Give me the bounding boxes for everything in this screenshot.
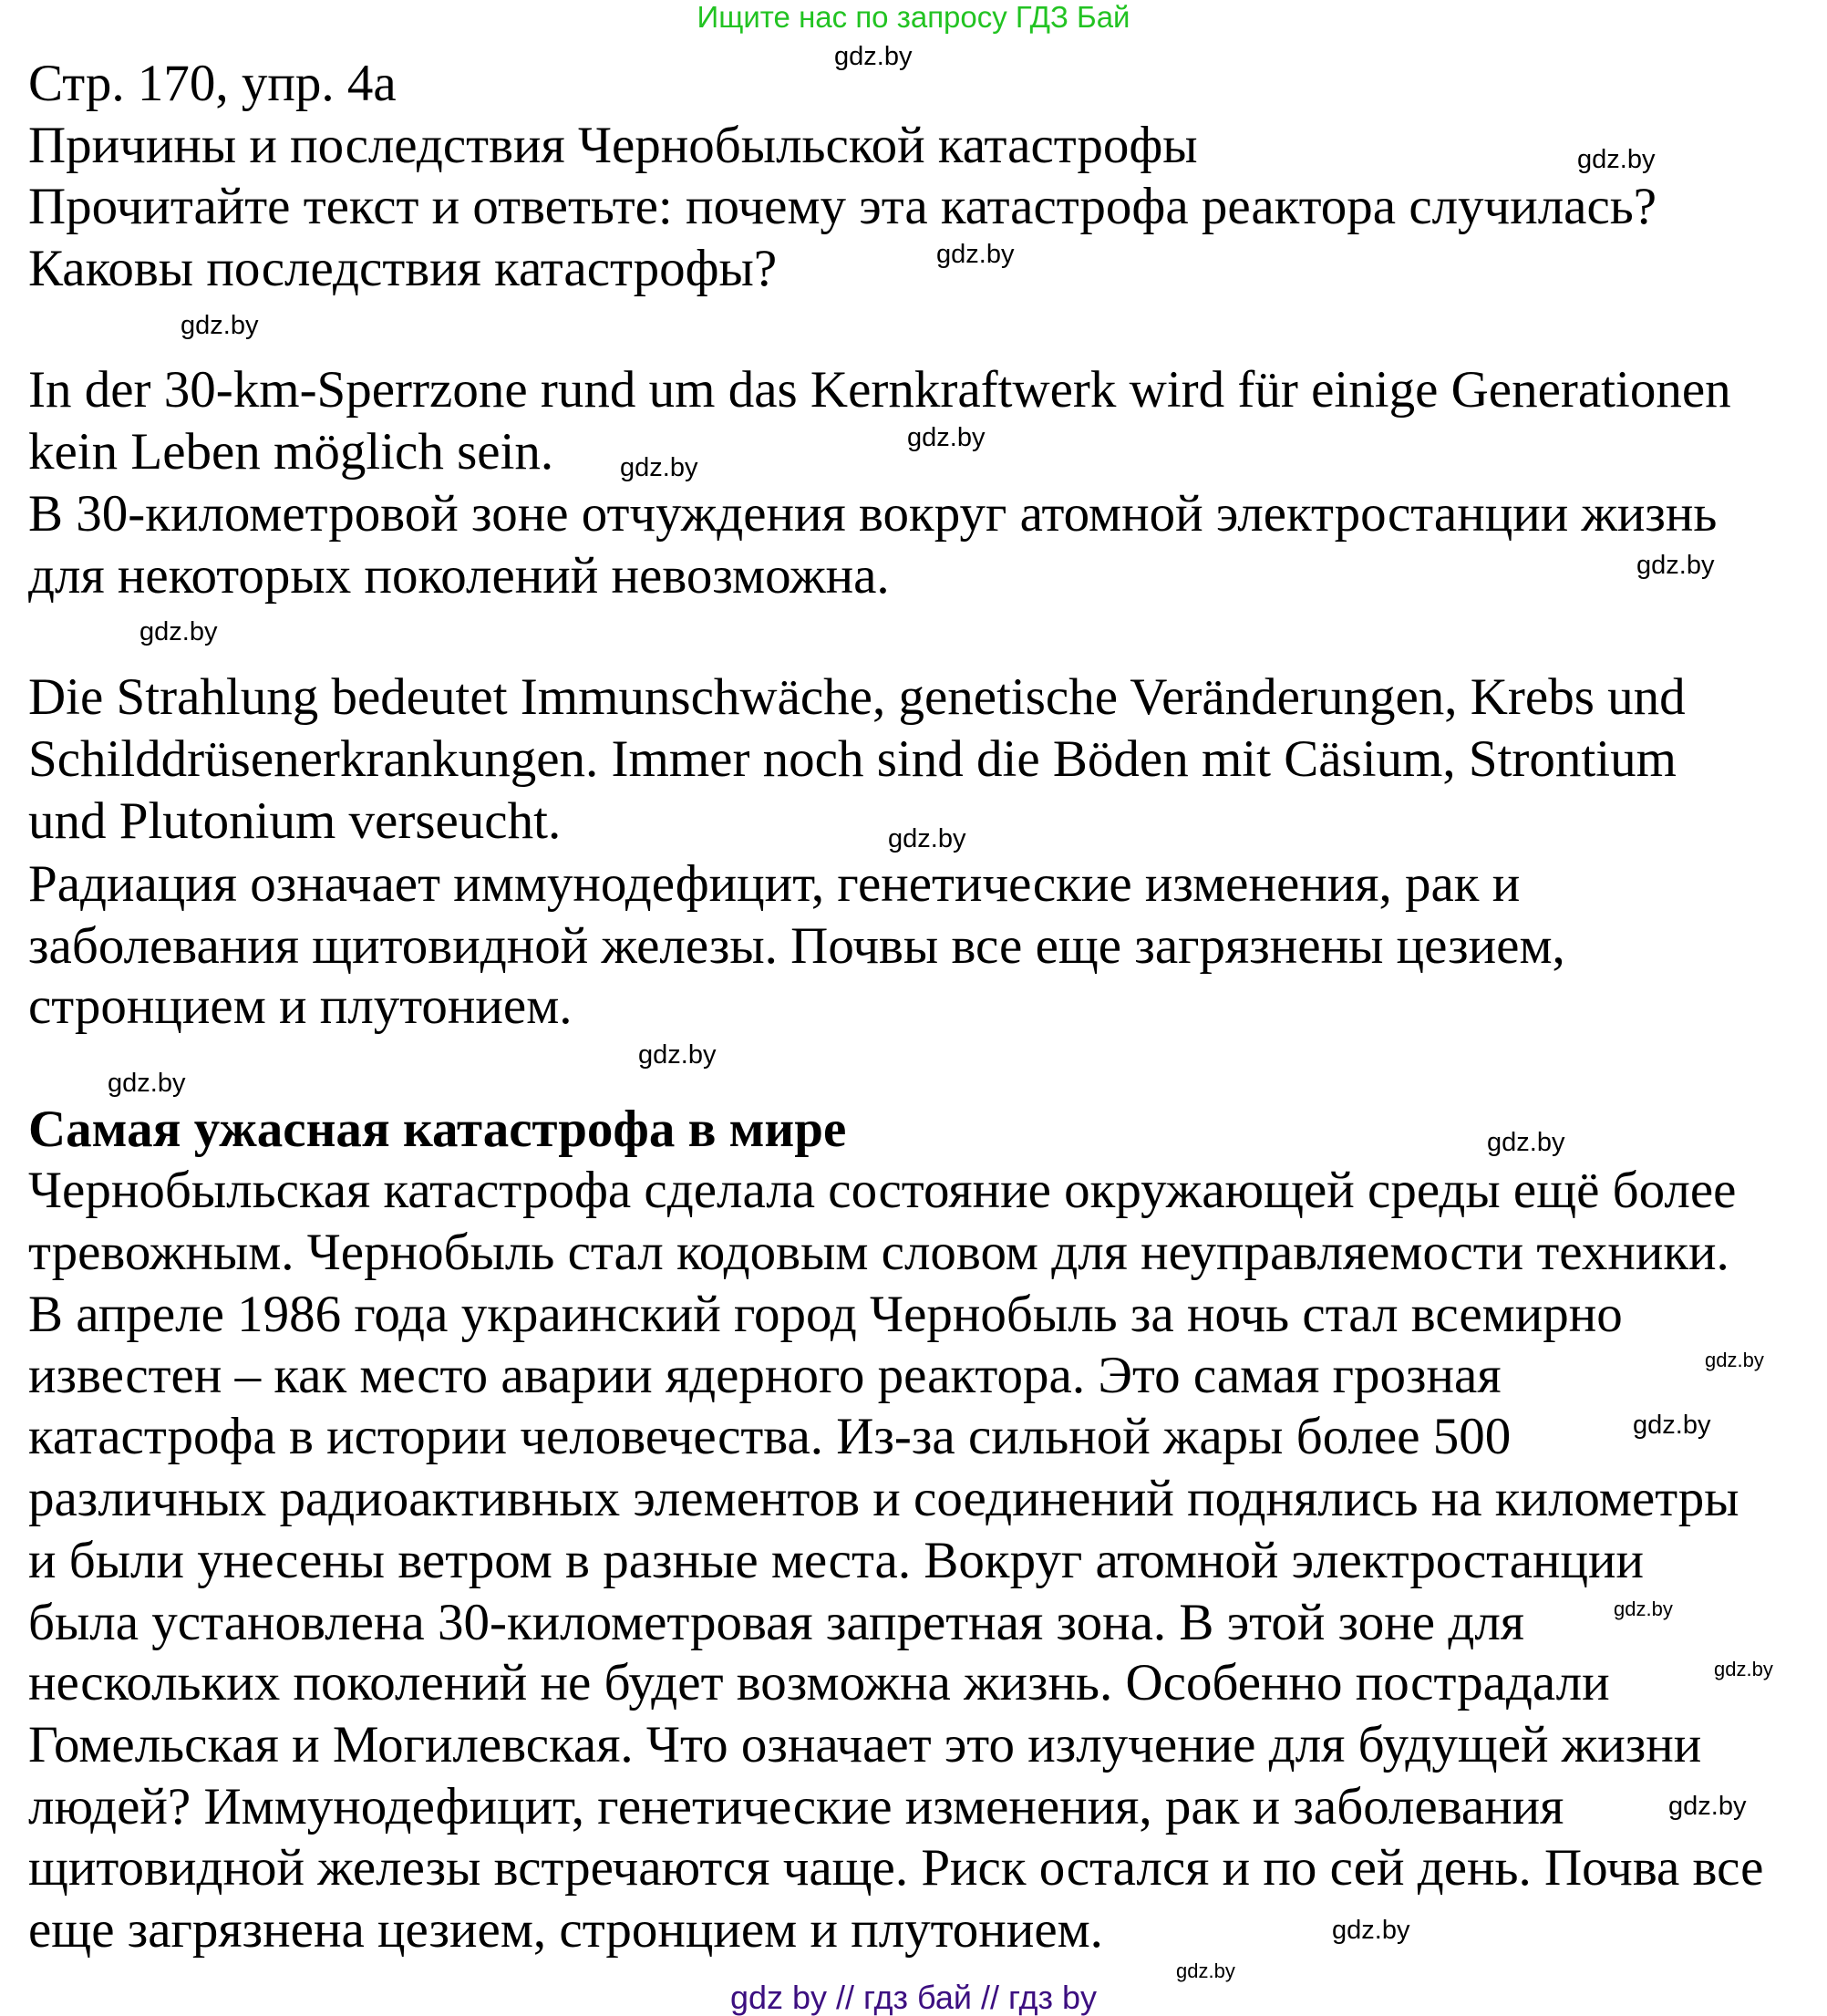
watermark: gdz.by bbox=[1332, 1916, 1410, 1945]
text-line: катастрофа в истории человечества. Из-за сильной жары более 500 bbox=[28, 1408, 1512, 1465]
text-line: In der 30-km-Sperrzone rund um das Kernkraftwerk wird für einige Generationen bbox=[28, 361, 1731, 419]
text-line: щитовидной железы встречаются чаще. Риск остался и по сей день. Почва все bbox=[28, 1839, 1764, 1897]
watermark: gdz.by bbox=[139, 617, 218, 646]
watermark: gdz.by bbox=[108, 1069, 186, 1098]
watermark: gdz.by bbox=[1714, 1658, 1773, 1680]
search-banner: Ищите нас по запросу ГДЗ Бай bbox=[697, 0, 1130, 34]
text-line: стронцием и плутонием. bbox=[28, 977, 573, 1035]
watermark: gdz.by bbox=[638, 1040, 717, 1070]
instruction-line: Каковы последствия катастрофы? bbox=[28, 240, 778, 297]
instruction-line: Прочитайте текст и ответьте: почему эта катастрофа реактора случилась? bbox=[28, 178, 1657, 235]
text-line: заболевания щитовидной железы. Почвы все еще загрязнены цезием, bbox=[28, 917, 1565, 975]
watermark: gdz.by bbox=[1577, 145, 1656, 174]
watermark: gdz.by bbox=[1633, 1411, 1711, 1440]
text-line: и были унесены ветром в разные места. Вокруг атомной электростанции bbox=[28, 1532, 1645, 1589]
watermark: gdz.by bbox=[620, 453, 698, 482]
text-line: была установлена 30-километровая запретная зона. В этой зоне для bbox=[28, 1594, 1524, 1651]
watermark: gdz.by bbox=[1487, 1128, 1565, 1157]
watermark: gdz.by bbox=[936, 240, 1015, 269]
text-line: для некоторых поколений невозможна. bbox=[28, 547, 890, 605]
watermark: gdz.by bbox=[1636, 551, 1715, 580]
watermark: gdz.by bbox=[1668, 1792, 1747, 1821]
text-line: тревожным. Чернобыль стал кодовым словом для неуправляемости техники. bbox=[28, 1224, 1729, 1281]
text-line: Чернобыльская катастрофа сделала состояние окружающей среды ещё более bbox=[28, 1162, 1737, 1219]
watermark: gdz.by bbox=[834, 42, 913, 71]
text-line: людей? Иммунодефицит, генетические изменения, рак и заболевания bbox=[28, 1778, 1564, 1835]
text-line: Die Strahlung bedeutet Immunschwäche, genetische Veränderungen, Krebs und bbox=[28, 668, 1686, 726]
text-line: Радиация означает иммунодефицит, генетические изменения, рак и bbox=[28, 855, 1521, 913]
footer-banner: gdz by // гдз бай // гдз by bbox=[729, 1979, 1098, 2016]
exercise-title: Причины и последствия Чернобыльской катастрофы bbox=[28, 117, 1198, 174]
text-line: известен – как место аварии ядерного реактора. Это самая грозная bbox=[28, 1347, 1502, 1404]
watermark: gdz.by bbox=[1176, 1959, 1235, 1982]
watermark: gdz.by bbox=[181, 311, 259, 340]
text-line: Гомельская и Могилевская. Что означает это излучение для будущей жизни bbox=[28, 1716, 1702, 1773]
watermark: gdz.by bbox=[888, 824, 966, 853]
text-line: und Plutonium verseucht. bbox=[28, 792, 562, 850]
text-line: нескольких поколений не будет возможна жизнь. Особенно пострадали bbox=[28, 1654, 1610, 1711]
text-line: В апреле 1986 года украинский город Чернобыль за ночь стал всемирно bbox=[28, 1286, 1623, 1343]
watermark: gdz.by bbox=[907, 423, 986, 452]
section-heading: Самая ужасная катастрофа в мире bbox=[28, 1101, 847, 1158]
text-line: В 30-километровой зоне отчуждения вокруг атомной электростанции жизнь bbox=[28, 485, 1718, 543]
watermark: gdz.by bbox=[1614, 1597, 1673, 1620]
page-reference: Стр. 170, упр. 4а bbox=[28, 55, 397, 112]
watermark: gdz.by bbox=[1705, 1349, 1764, 1371]
text-line: еще загрязнена цезием, стронцием и плутонием. bbox=[28, 1901, 1103, 1959]
text-line: kein Leben möglich sein. bbox=[28, 423, 554, 481]
text-line: различных радиоактивных элементов и соединений поднялись на километры bbox=[28, 1470, 1739, 1527]
text-line: Schilddrüsenerkrankungen. Immer noch sind die Böden mit Cäsium, Strontium bbox=[28, 730, 1677, 788]
